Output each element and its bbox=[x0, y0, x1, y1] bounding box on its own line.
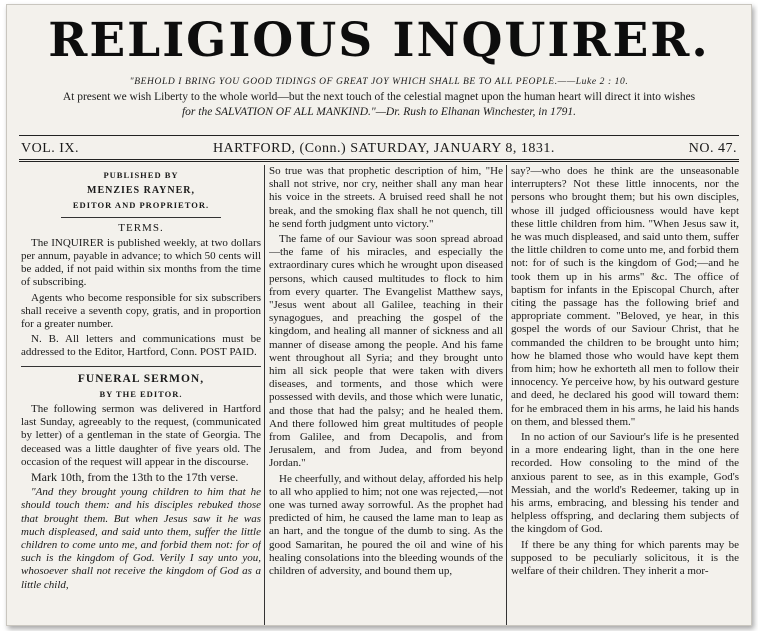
header-rule-bottom bbox=[19, 159, 739, 160]
terms-paragraph-3: N. B. All letters and communications must be addressed to the Editor, Hartford, Conn. POST PAID. bbox=[21, 333, 261, 359]
newspaper-page bbox=[6, 4, 752, 626]
column-3-paragraph-3: If there be any thing for which parents may be supposed to be peculiarly solicitous, it is the welfare of their children. They inherit a mor- bbox=[511, 538, 739, 578]
volume-number: VOL. IX. bbox=[21, 141, 80, 156]
sermon-scripture-reference: Mark 10th, from the 13th to the 17th verse. bbox=[31, 470, 239, 485]
motto bbox=[17, 75, 741, 120]
place-and-date: HARTFORD, (Conn.) SATURDAY, JANUARY 8, 1831. bbox=[212, 141, 555, 156]
sermon-heading: FUNERAL SERMON, bbox=[77, 372, 205, 385]
column-3 bbox=[511, 165, 739, 625]
masthead-title: RELIGIOUS INQUIRER. bbox=[48, 13, 710, 68]
motto-line-2: At present we wish Liberty to the whole world—but the next touch of the celestial magnet upon the human heart will direct it into wishes bbox=[62, 91, 696, 103]
dateline bbox=[21, 140, 737, 157]
motto-line-1: "BEHOLD I BRING YOU GOOD TIDINGS OF GREAT JOY WHICH SHALL BE TO ALL PEOPLE.——Luke 2 : 10. bbox=[129, 77, 629, 87]
published-by: PUBLISHED BY bbox=[103, 170, 179, 180]
terms-paragraph-2: Agents who become responsible for six subscribers shall receive a seventh copy, gratis, and in proportion for a greater number. bbox=[21, 291, 261, 331]
column-3-paragraph-2: In no action of our Saviour's life is he presented in a more endearing light, than in the one here recorded. How consoling to the mind of the anxious parent to see, as in this example, God's Messiah, and the world's Redeemer, taking up in his arms, embracing, and blessing his tender and helpless offspring, and declaring them subjects of the kingdom of God. bbox=[511, 431, 739, 536]
sermon-paragraph-1: The following sermon was delivered in Hartford last Sunday, agreeably to the request, (communicated by letter) of a gentleman in the state of Georgia. The deceased was a little daughter of five years old. The occasion of the request will appear in the discourse. bbox=[21, 403, 261, 468]
divider bbox=[61, 217, 221, 218]
header-rule-bottom-double bbox=[19, 161, 739, 162]
column-2-paragraph-1: So true was that prophetic description of him, "He shall not strive, nor cry, neither shall any man hear his voice in the streets. A bruised reed shall he not break, and the smoking flax shall he not quench, till he send forth judgment unto victory." bbox=[269, 165, 503, 230]
column-divider-2 bbox=[506, 165, 507, 625]
column-2-paragraph-3: He cheerfully, and without delay, afforded his help to all who applied to him; not one was rejected,—not one was turned away sorrowful. As the prophet had predicted of him, he caused the lame man to leap as an hart, and the tongue of the dumb to sing. As the good Samaritan, he poured the oil and wine of his healing consolations into the bleeding wounds of the children of adversity, and bound them up, bbox=[269, 472, 503, 578]
publisher-name: MENZIES RAYNER, bbox=[87, 185, 195, 197]
motto-line-3: for the SALVATION OF ALL MANKIND."—Dr. Rush to Elhanan Winchester, in 1791. bbox=[181, 106, 577, 118]
column-2-paragraph-2: The fame of our Saviour was soon spread abroad—the fame of his miracles, and especially the extraordinary cures which he wrought upon diseased persons, which caused multitudes to flock to him from every quarter. The Evangelist Matthew says, "Jesus went about all Galilee, teaching in their synagogues, and preaching the gospel of the kingdom, and healing all manner of sickness and all manner of disease among the people. And his fame went throughout all Syria; and they brought unto him all sick people that were taken with divers diseases, and torments, and those which were possessed with devils, and those which were lunatic, and those that had the palsy; and he healed them. And there followed him great multitudes of people from Galilee, and from Decapolis, and from Jerusalem, and from Judea, and from beyond Jordan." bbox=[269, 233, 503, 470]
column-divider-1 bbox=[264, 165, 265, 625]
column-1 bbox=[21, 165, 261, 625]
column-2 bbox=[269, 165, 503, 625]
sermon-byline: BY THE EDITOR. bbox=[99, 388, 183, 399]
issue-number: NO. 47. bbox=[688, 141, 737, 156]
terms-heading: TERMS. bbox=[118, 221, 164, 234]
column-3-paragraph-1: say?—who does he think are the unseasonable interrupters? Not these little innocents, nor the persons who brought them; but his own disciples, whose ill judged officiousness would have kept these little children from him. "When Jesus saw it, he was much displeased, and said unto them, suffer the little children to come unto me, and forbid them not: for of such is the kingdom of God;—and he took them up in his arms" &c. The office of baptism for infants in the Episcopal Church, after citing the passage has the following brief and appropriate comment. "Beloved, ye hear, in this gospel the words of our Saviour Christ, that he commanded the children to be brought unto him; how he blamed those who would have kept them from him; how he exhorteth all men to follow their innocency. Ye perceive how, by his outward gesture and deed, he declared his good will toward them: for he embraced them in his arms, he laid his hands on them, and blessed them." bbox=[511, 165, 739, 428]
divider bbox=[21, 366, 261, 367]
publisher-role: EDITOR AND PROPRIETOR. bbox=[72, 200, 210, 211]
sermon-scripture-text: "And they brought young children to him that he should touch them: and his disciples rebuked those that brought them. But when Jesus saw it he was much displeased, and said unto them, suffer the little children to come unto me, and forbid them not: for of such is the kingdom of God. Verily I say unto you, whosoever shall not receive the kingdom of God as a little child, bbox=[21, 486, 261, 591]
header-rule-top bbox=[19, 135, 739, 136]
terms-paragraph-1: The INQUIRER is published weekly, at two dollars per annum, payable in advance; to which 50 cents will be added, if not paid within six months from the time of subscribing. bbox=[21, 236, 261, 289]
